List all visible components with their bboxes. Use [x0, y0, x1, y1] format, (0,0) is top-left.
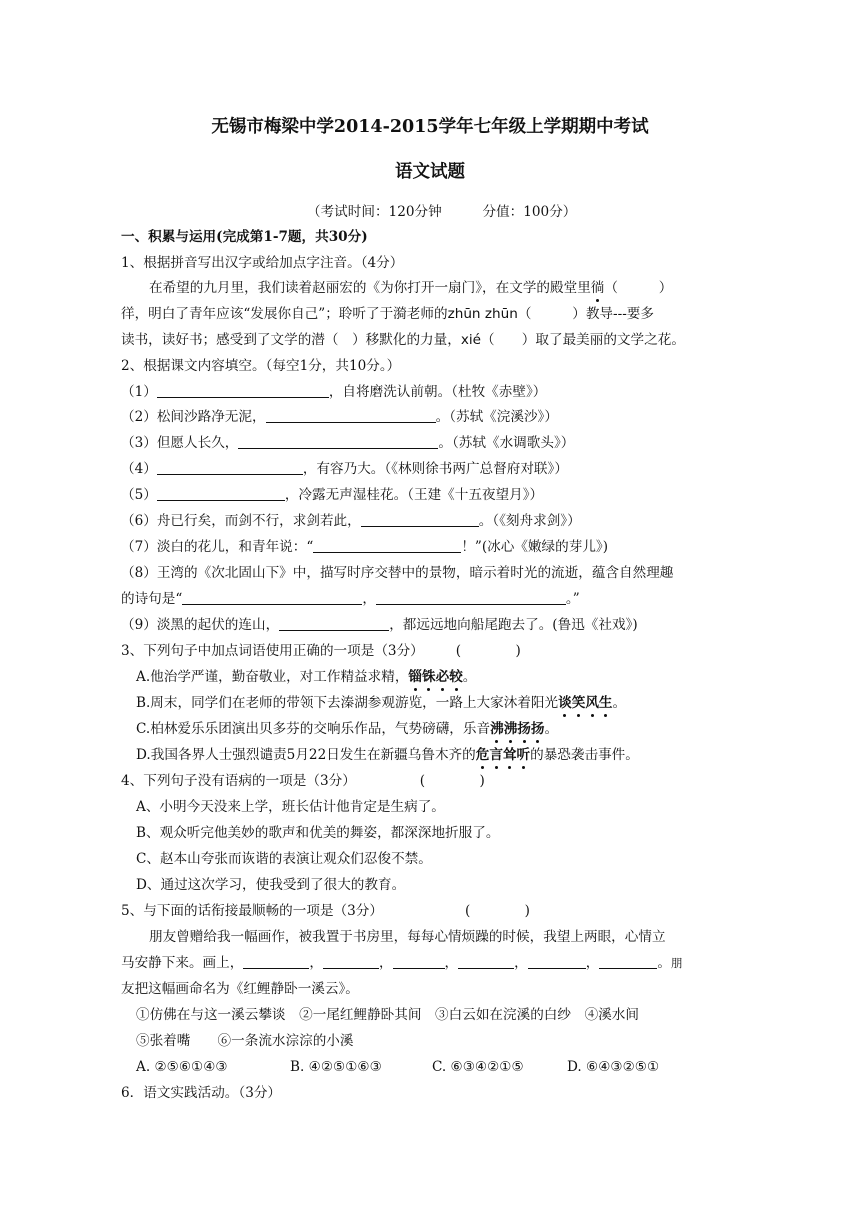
dotted-word — [408, 669, 462, 685]
option-d: D、通过这次学习，使我受到了很大的教育。 — [136, 877, 406, 893]
exam-time-info: （考试时间：120分钟 分值：100分） — [307, 204, 577, 220]
item-text: ， — [362, 591, 376, 607]
answer-blank[interactable] — [157, 486, 285, 501]
answer-paren[interactable]: ( ) — [455, 643, 521, 659]
fill-line-1 — [121, 383, 546, 401]
question-1-line-1 — [149, 279, 672, 297]
answer-blank[interactable] — [393, 954, 445, 969]
passage-text: ， — [585, 955, 600, 971]
option-d — [136, 746, 639, 764]
question-4-stem — [121, 772, 485, 790]
answer-blank[interactable] — [243, 954, 309, 969]
option-text: C.柏林爱乐乐团演出贝多芬的交响乐作品，气势磅礴，乐音 — [136, 721, 491, 737]
passage-text: 朋 — [670, 956, 683, 970]
question-5-choices-2: ⑤张着嘴 ⑥一条流水淙淙的小溪 — [136, 1033, 354, 1049]
item-number: （5） — [121, 487, 157, 503]
answer-option-c: C. ⑥③④②①⑤ — [432, 1059, 524, 1075]
q1-text: （ ）取了最美丽的文学之花。 — [481, 332, 685, 348]
item-text: ，冷露无声湿桂花。（王建《十五夜望月》） — [284, 487, 544, 503]
fill-line-5 — [121, 486, 543, 504]
section-heading: 一、积累与运用(完成第1-7题，共30分) — [121, 229, 368, 245]
dotted-char: 徜 — [590, 280, 605, 296]
answer-paren[interactable]: （ ） — [604, 280, 673, 296]
fill-line-4 — [121, 460, 568, 478]
dotted-char: 铢 — [422, 669, 436, 685]
answer-blank[interactable] — [458, 954, 514, 969]
pinyin-text: zhūn zhūn — [447, 306, 518, 322]
item-text: ，有容乃大。（《林则徐书两广总督府对联》） — [302, 461, 568, 477]
option-c — [136, 720, 558, 738]
answer-blank[interactable] — [313, 538, 461, 553]
answer-blank[interactable] — [238, 434, 438, 449]
item-text: （9）淡黑的起伏的连山， — [121, 617, 280, 633]
option-text: B.周末，同学们在老师的带领下去溱湖参观游览，一路上大家沐着阳光 — [136, 695, 559, 711]
dotted-char: 听 — [516, 747, 531, 763]
question-text: 5、与下面的话衔接最顺畅的一项是（3分） — [121, 903, 383, 919]
fill-line-9 — [121, 616, 638, 634]
answer-blank[interactable] — [266, 408, 436, 423]
q1-text: 徉，明白了青年应该“发展你自己”；聆听了于漪老师的 — [121, 306, 448, 322]
item-text: 。（苏轼《水调歌头》） — [438, 435, 575, 451]
dotted-word — [558, 695, 612, 711]
dotted-char: 风 — [585, 695, 599, 711]
option-text: 。 — [462, 669, 477, 685]
q1-text: 在希望的九月里，我们读着赵丽宏的《为你打开一扇门》，在文学的殿堂里 — [149, 280, 591, 296]
option-a: A、小明今天没来上学，班长估计他肯定是生病了。 — [136, 799, 445, 815]
item-text: （7）淡白的花儿，和青年说：“ — [121, 539, 314, 555]
fill-line-8 — [121, 590, 580, 608]
answer-option-d: D. ⑥④③②⑤① — [567, 1059, 660, 1075]
item-text: （3）但愿人长久， — [121, 435, 239, 451]
passage-text: ， — [444, 955, 459, 971]
dotted-char: 锱 — [408, 669, 423, 685]
item-text: （2）松间沙路净无泥， — [121, 409, 266, 425]
fill-line-8-intro: （8）王湾的《次北固山下》中，描写时序交替中的景物，暗示着时光的流逝，蕴含自然理趣 — [121, 565, 674, 581]
exam-title: 无锡市梅梁中学2014-2015学年七年级上学期期中考试 — [211, 117, 649, 137]
dotted-char: 耸 — [502, 747, 517, 763]
question-5-passage-1: 朋友曾赠给我一幅画作，被我置于书房里，每每心情烦躁的时候，我望上两眼，心情立 — [149, 929, 666, 945]
dotted-word — [476, 747, 530, 763]
dotted-char: 言 — [489, 747, 503, 763]
option-c: C、赵本山夸张而诙谐的表演让观众们忍俊不禁。 — [136, 851, 432, 867]
item-number: （4） — [121, 461, 157, 477]
item-text: ，自将磨洗认前朝。（杜牧《赤壁》） — [328, 384, 547, 400]
answer-blank[interactable] — [157, 383, 329, 398]
fill-line-2 — [121, 408, 558, 426]
answer-paren[interactable]: ( ) — [419, 773, 485, 789]
dotted-char: 较 — [449, 669, 463, 685]
question-text: 4、下列句子没有语病的一项是（3分） — [121, 773, 356, 789]
q1-text: 教导---要多 — [585, 306, 654, 322]
answer-blank[interactable] — [376, 590, 566, 605]
dotted-char: 生 — [598, 695, 613, 711]
question-2-stem: 2、根据课文内容填空。（每空1分，共10分。） — [121, 358, 401, 374]
dotted-char: 必 — [435, 669, 450, 685]
item-text: ，都远远地向船尾跑去了。(鲁迅《社戏》) — [389, 617, 638, 633]
option-b: B、观众听完他美妙的歌声和优美的舞姿，都深深地折服了。 — [136, 825, 500, 841]
answer-blank[interactable] — [528, 954, 586, 969]
answer-option-a: A. ②⑤⑥①④③ — [136, 1059, 228, 1075]
option-b — [136, 694, 626, 712]
question-3-stem — [121, 642, 521, 660]
answer-option-b: B. ④②⑤①⑥③ — [290, 1059, 382, 1075]
question-text: 3、下列句子中加点词语使用正确的一项是（3分） — [121, 643, 424, 659]
answer-paren[interactable]: ( ) — [464, 903, 530, 919]
answer-blank[interactable] — [361, 512, 479, 527]
passage-text: ， — [514, 955, 528, 971]
fill-line-3 — [121, 434, 574, 452]
item-number: （1） — [121, 384, 157, 400]
pinyin-text: xié — [460, 332, 482, 348]
passage-text: ， — [309, 955, 323, 971]
dotted-char: 扬 — [517, 721, 531, 737]
option-text: 。 — [612, 695, 627, 711]
answer-blank[interactable] — [599, 954, 657, 969]
item-text: 。” — [565, 591, 580, 607]
question-6-stem: 6．语文实践活动。（3分） — [121, 1085, 282, 1101]
q1-text: 读书，读好书；感受到了文学的潜（ ）移默化的力量， — [121, 332, 461, 348]
question-5-passage-3: 友把这幅画命名为《红鲤静卧一溪云》。 — [121, 981, 359, 997]
answer-blank[interactable] — [182, 590, 362, 605]
question-5-choices-1: ①仿佛在与这一溪云攀谈 ②一尾红鲤静卧其间 ③白云如在浣溪的白纱 ④溪水间 — [136, 1007, 639, 1023]
fill-line-7 — [121, 538, 608, 556]
item-text: ！”(冰心《嫩绿的芽儿》) — [461, 539, 609, 555]
option-text: 的暴恐袭击事件。 — [530, 747, 639, 763]
question-5-stem — [121, 902, 530, 920]
passage-text: 。 — [657, 955, 671, 971]
question-1-line-2 — [121, 305, 654, 323]
item-text: （6）舟已行矣，而剑不行，求剑若此， — [121, 513, 361, 529]
dotted-char: 沸 — [490, 721, 504, 737]
item-text: 。（苏轼《浣溪沙》） — [435, 409, 558, 425]
answer-paren[interactable]: （ ） — [517, 306, 586, 322]
dotted-char: 笑 — [571, 695, 586, 711]
dotted-char: 谈 — [558, 695, 572, 711]
item-text: 的诗句是“ — [121, 591, 183, 607]
option-text: 。 — [544, 721, 559, 737]
answer-blank[interactable] — [323, 954, 379, 969]
question-1-stem: 1、根据拼音写出汉字或给加点字注音。（4分） — [121, 255, 404, 271]
option-a — [136, 668, 476, 686]
fill-line-6 — [121, 512, 581, 530]
answer-blank[interactable] — [279, 616, 389, 631]
question-1-line-3 — [121, 331, 685, 349]
answer-blank[interactable] — [157, 460, 303, 475]
passage-text: ， — [378, 955, 393, 971]
dotted-char: 沸 — [503, 721, 518, 737]
dotted-char: 扬 — [530, 721, 545, 737]
option-text: D.我国各界人士强烈谴责5月22日发生在新疆乌鲁木齐的 — [136, 747, 476, 763]
dotted-char: 危 — [475, 747, 490, 763]
question-5-passage-2 — [121, 954, 682, 972]
option-text: A.他治学严谨，勤奋敬业，对工作精益求精， — [136, 669, 409, 685]
dotted-word — [490, 721, 544, 737]
exam-subtitle: 语文试题 — [395, 162, 465, 182]
passage-text: 马安静下来。画上， — [121, 955, 244, 971]
item-text: 。（《刻舟求剑》） — [478, 513, 581, 529]
